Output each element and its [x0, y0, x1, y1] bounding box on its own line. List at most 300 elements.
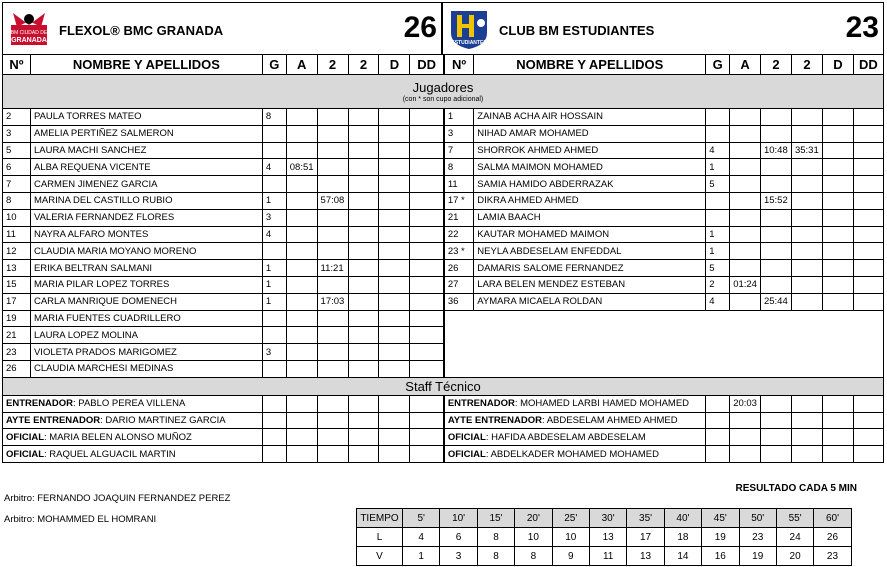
player-t1: 17:03 — [317, 293, 348, 310]
player-t2 — [348, 260, 379, 277]
staff-2min-2 — [791, 412, 822, 429]
player-dd — [410, 344, 444, 361]
results-row-away — [357, 547, 852, 566]
col-num: Nº — [444, 55, 474, 75]
home-team-logo — [7, 7, 51, 51]
player-dd — [410, 209, 444, 226]
player-g: 4 — [706, 293, 730, 310]
staff-name: : MARIA BELEN ALONSO MUÑOZ — [44, 431, 192, 443]
results-value: 23 — [739, 528, 776, 547]
player-a — [286, 327, 317, 344]
player-d — [379, 192, 410, 209]
player-d — [379, 310, 410, 327]
staff-row — [3, 412, 884, 429]
player-a — [730, 293, 761, 310]
player-d — [822, 293, 853, 310]
player-a — [286, 209, 317, 226]
player-t1 — [317, 276, 348, 293]
player-g — [706, 209, 730, 226]
player-g: 1 — [706, 243, 730, 260]
staff-2min-1 — [760, 395, 791, 412]
player-t1 — [760, 243, 791, 260]
player-row — [3, 276, 884, 293]
results-minute: 20' — [515, 509, 552, 528]
staff-a — [286, 395, 317, 412]
player-number: 26 — [3, 360, 31, 377]
player-t2 — [348, 327, 379, 344]
player-t1 — [760, 176, 791, 193]
away-team-name: CLUB BM ESTUDIANTES — [499, 23, 655, 38]
player-dd — [853, 142, 883, 159]
svg-text:GRANADA: GRANADA — [11, 37, 47, 44]
player-t1 — [317, 310, 348, 327]
player-t2 — [791, 260, 822, 277]
player-t2 — [348, 243, 379, 260]
player-name: KAUTAR MOHAMED MAIMON — [474, 226, 706, 243]
player-t2 — [791, 159, 822, 176]
results-value: 18 — [664, 528, 701, 547]
player-name: SHORROK AHMED AHMED — [474, 142, 706, 159]
staff-dd — [410, 446, 444, 463]
col-name: NOMBRE Y APELLIDOS — [30, 55, 262, 75]
player-name: NEYLA ABDESELAM ENFEDDAL — [474, 243, 706, 260]
player-t1 — [760, 159, 791, 176]
staff-g — [706, 446, 730, 463]
player-a — [730, 192, 761, 209]
staff-role: ENTRENADOR — [447, 398, 515, 410]
player-dd — [853, 260, 883, 277]
player-t2 — [791, 276, 822, 293]
results-value: 10 — [552, 528, 589, 547]
player-t1: 25:44 — [760, 293, 791, 310]
staff-dd — [853, 412, 883, 429]
results-minute: 5' — [403, 509, 440, 528]
staff-g — [262, 395, 286, 412]
player-name: LARA BELEN MENDEZ ESTEBAN — [474, 276, 706, 293]
player-dd — [853, 192, 883, 209]
player-a — [286, 344, 317, 361]
empty-cell — [444, 360, 884, 377]
player-name: DIKRA AHMED AHMED — [474, 192, 706, 209]
player-t1 — [760, 276, 791, 293]
staff-role: OFICIAL — [6, 448, 44, 460]
player-name: VALERIA FERNANDEZ FLORES — [30, 209, 262, 226]
col-2min-2: 2 — [348, 55, 379, 75]
staff-d — [822, 429, 853, 446]
player-g: 3 — [262, 209, 286, 226]
player-dd — [410, 226, 444, 243]
player-g — [262, 360, 286, 377]
player-number: 2 — [3, 109, 31, 126]
results-value: 4 — [403, 528, 440, 547]
player-row — [3, 327, 884, 344]
results-row-home — [357, 528, 852, 547]
away-team-header — [443, 3, 883, 54]
staff-role: OFICIAL — [6, 431, 44, 443]
player-t2 — [791, 226, 822, 243]
player-name: VIOLETA PRADOS MARIGOMEZ — [30, 344, 262, 361]
player-t1 — [317, 142, 348, 159]
player-number: 23 * — [444, 243, 474, 260]
results-value: 24 — [776, 528, 813, 547]
results-value: 8 — [515, 547, 552, 566]
player-number: 13 — [3, 260, 31, 277]
results-minute: 40' — [664, 509, 701, 528]
staff-d — [822, 446, 853, 463]
player-number: 3 — [3, 125, 31, 142]
player-number: 22 — [444, 226, 474, 243]
player-dd — [410, 327, 444, 344]
staff-g — [262, 429, 286, 446]
player-number: 17 * — [444, 192, 474, 209]
player-t2 — [348, 360, 379, 377]
player-t2 — [791, 192, 822, 209]
player-name: NAYRA ALFARO MONTES — [30, 226, 262, 243]
player-row — [3, 125, 884, 142]
players-section-title — [3, 75, 884, 109]
player-number: 12 — [3, 243, 31, 260]
staff-d — [822, 412, 853, 429]
results-value: 8 — [477, 547, 514, 566]
referee-1: Arbitro: FERNANDO JOAQUIN FERNANDEZ PEREZ — [4, 493, 231, 504]
player-a — [730, 125, 761, 142]
results-table — [356, 508, 852, 566]
staff-name: : DARIO MARTINEZ GARCIA — [100, 414, 226, 426]
player-t2: 35:31 — [791, 142, 822, 159]
player-row — [3, 344, 884, 361]
player-row — [3, 243, 884, 260]
results-value: 9 — [552, 547, 589, 566]
staff-name: : RAQUEL ALGUACIL MARTIN — [44, 448, 176, 460]
player-d — [379, 293, 410, 310]
player-name: ALBA REQUENA VICENTE — [30, 159, 262, 176]
player-g: 1 — [262, 192, 286, 209]
player-g — [262, 176, 286, 193]
player-dd — [853, 226, 883, 243]
staff-dd — [410, 429, 444, 446]
referee-2: Arbitro: MOHAMMED EL HOMRANI — [4, 514, 157, 525]
player-name: PAULA TORRES MATEO — [30, 109, 262, 126]
results-value: 1 — [403, 547, 440, 566]
player-row — [3, 310, 884, 327]
player-name: AYMARA MICAELA ROLDAN — [474, 293, 706, 310]
staff-role: OFICIAL — [447, 448, 486, 460]
col-a: A — [730, 55, 761, 75]
results-header-label: TIEMPO — [357, 509, 403, 528]
staff-d — [379, 412, 410, 429]
players-section-row — [3, 75, 884, 109]
player-name: LAURA MACHI SANCHEZ — [30, 142, 262, 159]
results-value: 20 — [776, 547, 813, 566]
staff-g — [706, 412, 730, 429]
results-value: 3 — [440, 547, 477, 566]
results-value: 11 — [589, 547, 626, 566]
results-row-label: V — [357, 547, 403, 566]
staff-dd — [410, 395, 444, 412]
player-g — [706, 109, 730, 126]
player-row — [3, 209, 884, 226]
player-number: 3 — [444, 125, 474, 142]
player-dd — [410, 176, 444, 193]
staff-2min-2 — [348, 412, 379, 429]
staff-role: ENTRENADOR — [6, 398, 74, 410]
staff-member — [444, 429, 706, 446]
player-d — [822, 176, 853, 193]
staff-role: AYTE ENTRENADOR — [447, 414, 542, 426]
player-name: SAMIA HAMIDO ABDERRAZAK — [474, 176, 706, 193]
player-number: 21 — [444, 209, 474, 226]
player-g — [706, 125, 730, 142]
staff-member — [444, 395, 706, 412]
player-d — [379, 176, 410, 193]
player-number: 23 — [3, 344, 31, 361]
player-d — [379, 125, 410, 142]
player-t2 — [348, 159, 379, 176]
player-t1: 15:52 — [760, 192, 791, 209]
staff-a — [286, 412, 317, 429]
player-d — [379, 159, 410, 176]
player-dd — [410, 310, 444, 327]
staff-section-row — [3, 377, 884, 395]
results-value: 6 — [440, 528, 477, 547]
staff-name: : PABLO PEREA VILLENA — [73, 398, 186, 410]
player-dd — [410, 142, 444, 159]
player-t1 — [760, 125, 791, 142]
staff-member — [3, 446, 263, 463]
away-team-logo — [447, 7, 491, 51]
results-minute: 45' — [702, 509, 739, 528]
player-t1: 11:21 — [317, 260, 348, 277]
player-d — [822, 276, 853, 293]
players-table — [2, 54, 884, 463]
staff-2min-1 — [317, 429, 348, 446]
player-d — [379, 360, 410, 377]
results-title: RESULTADO CADA 5 MIN — [735, 483, 857, 494]
col-2min-2: 2 — [791, 55, 822, 75]
player-g: 4 — [262, 226, 286, 243]
staff-member — [444, 446, 706, 463]
player-number: 11 — [3, 226, 31, 243]
player-d — [822, 260, 853, 277]
away-team-score: 23 — [845, 11, 879, 44]
player-number: 8 — [3, 192, 31, 209]
player-g: 2 — [706, 276, 730, 293]
player-t2 — [348, 142, 379, 159]
staff-a — [730, 412, 761, 429]
player-dd — [410, 109, 444, 126]
col-2min-1: 2 — [317, 55, 348, 75]
home-team-score: 26 — [403, 11, 437, 44]
staff-g — [706, 429, 730, 446]
player-name: CARMEN JIMENEZ GARCIA — [30, 176, 262, 193]
results-minute: 30' — [589, 509, 626, 528]
staff-g — [706, 395, 730, 412]
player-a — [286, 192, 317, 209]
player-a — [730, 209, 761, 226]
player-t2 — [791, 209, 822, 226]
results-minute: 10' — [440, 509, 477, 528]
player-g: 5 — [706, 260, 730, 277]
player-d — [379, 243, 410, 260]
staff-d — [379, 395, 410, 412]
player-t1: 57:08 — [317, 192, 348, 209]
results-minute: 25' — [552, 509, 589, 528]
player-name: SALMA MAIMON MOHAMED — [474, 159, 706, 176]
player-a — [286, 226, 317, 243]
player-g — [706, 192, 730, 209]
player-name: DAMARIS SALOME FERNANDEZ — [474, 260, 706, 277]
player-d — [379, 260, 410, 277]
player-t1 — [317, 327, 348, 344]
staff-a — [730, 429, 761, 446]
player-dd — [853, 276, 883, 293]
staff-name: : MOHAMED LARBI HAMED MOHAMED — [514, 398, 690, 410]
player-dd — [410, 260, 444, 277]
staff-2min-2 — [348, 446, 379, 463]
player-g: 1 — [262, 293, 286, 310]
player-d — [822, 226, 853, 243]
player-name: CLAUDIA MARIA MOYANO MORENO — [30, 243, 262, 260]
player-g: 4 — [262, 159, 286, 176]
player-t2 — [348, 125, 379, 142]
staff-a — [286, 446, 317, 463]
staff-2min-2 — [348, 429, 379, 446]
player-dd — [853, 243, 883, 260]
header-row — [3, 55, 884, 75]
staff-dd — [853, 429, 883, 446]
player-name: LAMIA BAACH — [474, 209, 706, 226]
player-d — [379, 327, 410, 344]
staff-row — [3, 395, 884, 412]
teams-header — [2, 2, 884, 54]
player-dd — [853, 125, 883, 142]
staff-dd — [853, 446, 883, 463]
player-row — [3, 260, 884, 277]
player-t2 — [348, 310, 379, 327]
staff-2min-1 — [317, 446, 348, 463]
staff-2min-1 — [317, 412, 348, 429]
svg-text:ESTUDIANTES: ESTUDIANTES — [451, 40, 487, 46]
staff-member — [3, 395, 263, 412]
col-d: D — [822, 55, 853, 75]
results-value: 19 — [702, 528, 739, 547]
player-dd — [410, 192, 444, 209]
staff-section-title: Staff Técnico — [3, 377, 884, 395]
player-d — [822, 209, 853, 226]
staff-2min-2 — [791, 446, 822, 463]
player-a — [286, 243, 317, 260]
player-dd — [410, 159, 444, 176]
player-a — [730, 260, 761, 277]
player-t1 — [760, 226, 791, 243]
col-a: A — [286, 55, 317, 75]
staff-role: AYTE ENTRENADOR — [6, 414, 101, 426]
results-minute: 60' — [814, 509, 851, 528]
staff-row — [3, 429, 884, 446]
staff-2min-2 — [791, 395, 822, 412]
player-t2 — [791, 243, 822, 260]
player-a — [286, 125, 317, 142]
results-minute: 35' — [627, 509, 664, 528]
player-name: MARINA DEL CASTILLO RUBIO — [30, 192, 262, 209]
player-number: 11 — [444, 176, 474, 193]
staff-row — [3, 446, 884, 463]
col-num: Nº — [3, 55, 31, 75]
player-t1 — [317, 159, 348, 176]
player-number: 17 — [3, 293, 31, 310]
player-d — [822, 109, 853, 126]
player-dd — [853, 293, 883, 310]
player-t2 — [348, 192, 379, 209]
player-d — [822, 159, 853, 176]
col-2min-1: 2 — [760, 55, 791, 75]
player-g — [262, 327, 286, 344]
player-name: ZAINAB ACHA AIR HOSSAIN — [474, 109, 706, 126]
player-a — [286, 360, 317, 377]
player-dd — [410, 293, 444, 310]
col-g: G — [706, 55, 730, 75]
player-t1 — [317, 344, 348, 361]
player-row — [3, 142, 884, 159]
player-a — [730, 243, 761, 260]
player-name: MARIA PILAR LOPEZ TORRES — [30, 276, 262, 293]
results-value: 26 — [814, 528, 851, 547]
home-team-header — [3, 3, 443, 54]
player-t1 — [760, 209, 791, 226]
player-name: MARIA FUENTES CUADRILLERO — [30, 310, 262, 327]
player-d — [379, 226, 410, 243]
staff-2min-1 — [760, 429, 791, 446]
player-g: 5 — [706, 176, 730, 193]
results-value: 23 — [814, 547, 851, 566]
player-d — [379, 344, 410, 361]
player-g: 3 — [262, 344, 286, 361]
player-t2 — [791, 176, 822, 193]
player-a — [286, 276, 317, 293]
player-dd — [853, 159, 883, 176]
player-a — [730, 142, 761, 159]
col-dd: DD — [853, 55, 883, 75]
staff-member — [3, 412, 263, 429]
col-d: D — [379, 55, 410, 75]
results-minute: 55' — [776, 509, 813, 528]
player-row — [3, 176, 884, 193]
player-row — [3, 109, 884, 126]
col-dd: DD — [410, 55, 444, 75]
results-value: 8 — [477, 528, 514, 547]
staff-a — [286, 429, 317, 446]
player-d — [822, 142, 853, 159]
results-value: 10 — [515, 528, 552, 547]
player-number: 8 — [444, 159, 474, 176]
results-value: 14 — [664, 547, 701, 566]
staff-member — [444, 412, 706, 429]
player-d — [822, 125, 853, 142]
player-t1 — [760, 109, 791, 126]
staff-g — [262, 412, 286, 429]
results-minute: 50' — [739, 509, 776, 528]
svg-text:BM CIUDAD DE: BM CIUDAD DE — [10, 30, 48, 36]
player-g: 8 — [262, 109, 286, 126]
staff-member — [3, 429, 263, 446]
player-a — [286, 142, 317, 159]
player-t2 — [348, 293, 379, 310]
player-a — [730, 159, 761, 176]
player-number: 5 — [3, 142, 31, 159]
staff-2min-1 — [760, 446, 791, 463]
results-value: 13 — [589, 528, 626, 547]
staff-dd — [410, 412, 444, 429]
